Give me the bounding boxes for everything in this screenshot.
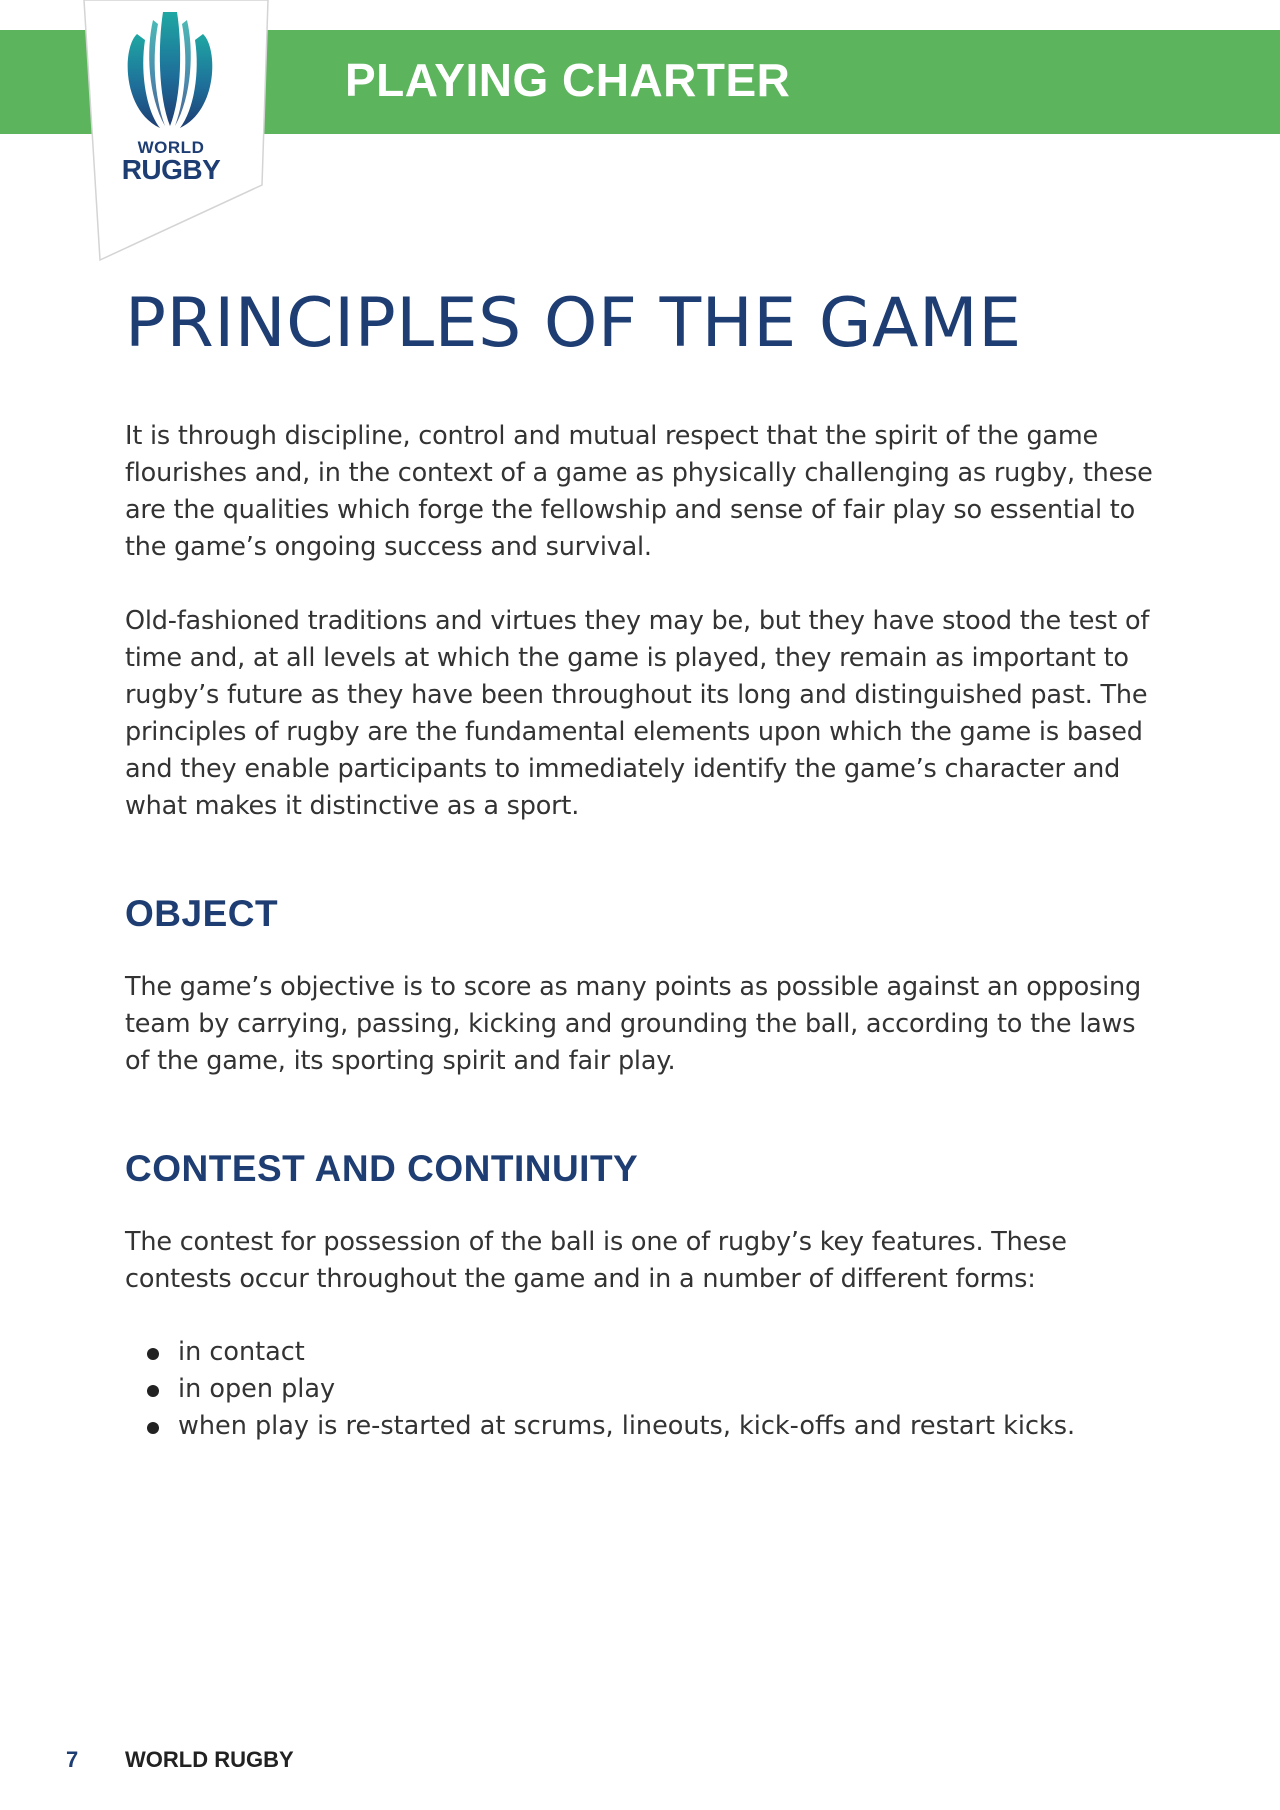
logo-tab: [0, 0, 280, 270]
footer-page-number: 7: [66, 1747, 79, 1772]
intro-paragraph-2: Old-fashioned traditions and virtues they may be, but they have stood the test of time and, at all levels at which the game is played, they remain as important to rugby’s future as they have been throughout its long and distinguished past. The principles of rugby are the fundamental elements upon which the game is based and they enable participants to immediately identify the game’s character and what makes it distinctive as a sport.: [125, 606, 1150, 821]
object-paragraph: The game’s objective is to score as many points as possible against an opposing team by carrying, passing, kicking and grounding the ball, according to the laws of the game, its sporting spirit and fair play.: [125, 972, 1141, 1076]
list-item: [125, 1408, 1165, 1445]
section-heading-contest: CONTEST AND CONTINUITY: [125, 1148, 639, 1189]
logo-tab-shape: [0, 0, 280, 270]
section-heading-object: OBJECT: [125, 893, 279, 934]
page-title: PRINCIPLES OF THE GAME: [125, 284, 1022, 363]
main-content: [125, 282, 1165, 1445]
list-item-text: in contact: [178, 1337, 305, 1367]
contest-bullet-list: [125, 1334, 1165, 1445]
logo-wordmark-world: WORLD: [137, 138, 205, 157]
contest-paragraph: The contest for possession of the ball is one of rugby’s key features. These contests occur throughout the game and in a number of different forms:: [125, 1227, 1067, 1294]
intro-paragraph-1: It is through discipline, control and mutual respect that the spirit of the game flourishes and, in the context of a game as physically challenging as rugby, these are the qualities which forge the fellowship and sense of fair play so essential to the game’s ongoing success and survival.: [125, 421, 1153, 562]
list-item-text: when play is re-started at scrums, lineouts, kick-offs and restart kicks.: [178, 1411, 1076, 1441]
bullet-icon: [147, 1385, 159, 1397]
list-item: [125, 1334, 1165, 1371]
list-item-text: in open play: [178, 1374, 336, 1404]
logo-wordmark-rugby: RUGBY: [121, 154, 221, 185]
footer-org-name: WORLD RUGBY: [125, 1747, 294, 1772]
header-title: PLAYING CHARTER: [345, 54, 791, 106]
list-item: [125, 1371, 1165, 1408]
bullet-icon: [147, 1422, 159, 1434]
bullet-icon: [147, 1348, 159, 1360]
